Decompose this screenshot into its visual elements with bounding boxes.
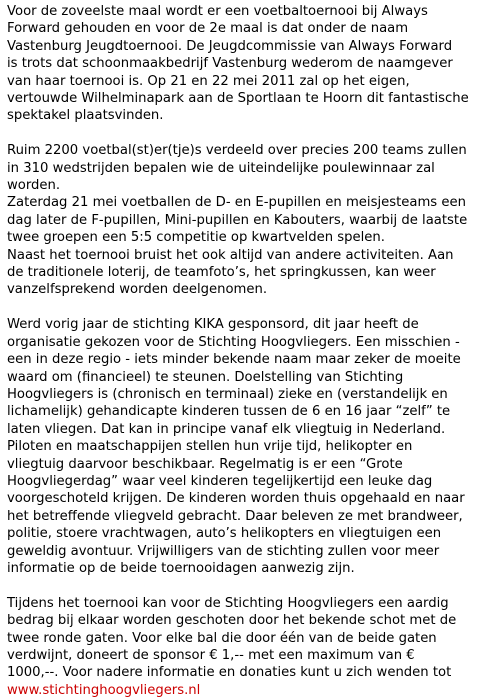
text-line: voorgeschoteld krijgen. De kinderen worden thuis opgehaald en naar (7, 491, 465, 507)
text-line: van haar toernooi is. Op 21 en 22 mei 2011 zal op het eigen, (7, 73, 410, 89)
text-line: Forward gehouden en voor de 2e maal is dat onder de naam (7, 21, 409, 37)
text-line: spektakel plaatsvinden. (7, 108, 164, 124)
text-line: twee groepen een 5:5 competitie op kwartvelden spelen. (7, 230, 385, 246)
text-line: Hoogvliegers is (chronisch en terminaal) zieke en (verstandelijk en (7, 386, 448, 402)
paragraph-intro (7, 3, 479, 125)
text-line: is trots dat schoonmaakbedrijf Vastenburg wederom de naamgever (7, 56, 453, 72)
paragraph-charity (7, 316, 479, 577)
text-line: politie, stoere vrachtwagen, auto’s helikopters en vliegtuigen een (7, 526, 442, 542)
text-line: twee ronde gaten. Voor elke bal die door één van de beide gaten (7, 630, 437, 646)
text-line: verdwijnt, doneert de sponsor € 1,-- met een maximum van € (7, 647, 415, 663)
text-line: bedrag bij elkaar worden geschoten door het bekende schot met de (7, 613, 457, 629)
text-line: Naast het toernooi bruist het ook altijd van andere activiteiten. Aan (7, 247, 454, 263)
text-line: geweldig avontuur. Vrijwilligers van de stichting zullen voor meer (7, 543, 440, 559)
text-line: vanzelfsprekend worden deelgenomen. (7, 282, 268, 298)
text-line: Zaterdag 21 mei voetballen de D- en E-pupillen en meisjesteams een (7, 195, 466, 211)
paragraph-donation (7, 595, 479, 699)
text-line: vertouwde Wilhelminapark aan de Sportlaan te Hoorn dit fantastische (7, 91, 469, 107)
text-line: Vastenburg Jeugdtoernooi. De Jeugdcommissie van Always Forward (7, 38, 453, 54)
text-line: het betreffende vliegveld gebracht. Daar beleven ze met brandweer, (7, 508, 463, 524)
text-line: Hoogvliegerdag” waar veel kinderen tegelijkertijd een leuke dag (7, 473, 433, 489)
text-line: de traditionele loterij, de teamfoto’s, het springkussen, kan weer (7, 265, 436, 281)
text-line: Werd vorig jaar de stichting KIKA gesponsord, dit jaar heeft de (7, 317, 419, 333)
text-line: organisatie gekozen voor de Stichting Hoogvliegers. Een misschien - (7, 334, 460, 350)
article-body (7, 3, 479, 699)
website-link[interactable]: www.stichtinghoogvliegers.nl (7, 682, 201, 698)
text-line: Ruim 2200 voetbal(st)er(tje)s verdeeld over precies 200 teams zullen (7, 143, 467, 159)
text-line: laten vliegen. Dat kan in principe vanaf elk vliegtuig in Nederland. (7, 421, 446, 437)
text-line: lichamelijk) gehandicapte kinderen tussen de 6 en 16 jaar “zelf” te (7, 404, 451, 420)
text-line: een in deze regio - iets minder bekende naam maar zeker de moeite (7, 352, 461, 368)
text-line: dag later de F-pupillen, Mini-pupillen en Kabouters, waarbij de laatste (7, 212, 468, 228)
text-line: Voor de zoveelste maal wordt er een voetbaltoernooi bij Always (7, 4, 428, 19)
text-line: waard om (financieel) te steunen. Doelstelling van Stichting (7, 369, 404, 385)
text-line: informatie op de beide toernooidagen aanwezig zijn. (7, 560, 355, 576)
text-line: Tijdens het toernooi kan voor de Stichting Hoogvliegers een aardig (7, 595, 449, 611)
text-line: worden. (7, 178, 61, 194)
text-line: vliegtuig daarvoor beschikbaar. Regelmatig is er een “Grote (7, 456, 403, 472)
paragraph-tournament (7, 142, 479, 299)
text-line: 1000,--. Voor nadere informatie en donaties kunt u zich wenden tot (7, 665, 452, 681)
text-line: in 310 wedstrijden bepalen wie de uiteindelijke poulewinnaar zal (7, 160, 435, 176)
text-line: Piloten en maatschappijen stellen hun vrije tijd, helikopter en (7, 439, 413, 455)
